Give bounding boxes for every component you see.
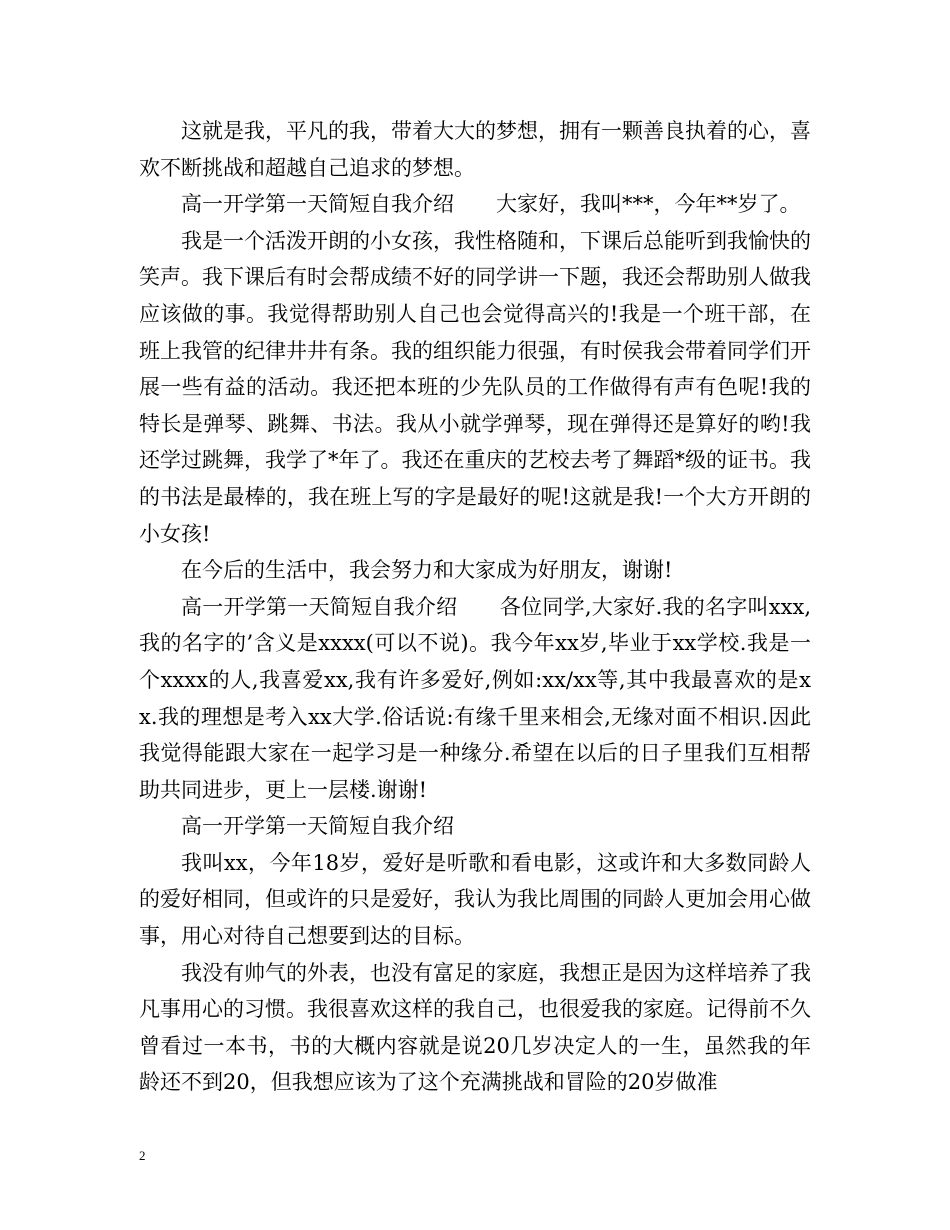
paragraph-1: 这就是我，平凡的我，带着大大的梦想，拥有一颗善良执着的心，喜欢不断挑战和超越自己追求的梦想。 — [139, 119, 811, 180]
paragraph-8: 我没有帅气的外表，也没有富足的家庭，我想正是因为这样培养了我凡事用心的习惯。我很喜欢这样的我自己，也很爱我的家庭。记得前不久曾看过一本书，书的大概内容就是说20几岁决定人的一生，虽然我的年龄还不到20，但我想应该为了这个充满挑战和冒险的20岁做准 — [139, 960, 811, 1095]
paragraph-2-heading: 高一开学第一天简短自我介绍 大家好，我叫***，今年**岁了。 — [181, 192, 801, 217]
document-body — [139, 113, 811, 1101]
paragraph-6-heading: 高一开学第一天简短自我介绍 — [181, 814, 454, 839]
paragraph-5-heading: 高一开学第一天简短自我介绍 各位同学,大家好.我的名字叫xxx,我的名字的’含义是xxxx(可以不说)。我今年xx岁,毕业于xx学校.我是一个xxxx的人,我喜爱xx,我有许多爱好,例如:xx/xx等,其中我最喜欢的是xx.我的理想是考入xx大学.俗话说:有缘千里来相会,无缘对面不相识.因此我觉得能跟大家在一起学习是一种缘分.希望在以后的日子里我们互相帮助共同进步，更上一层楼.谢谢! — [139, 594, 811, 802]
paragraph-3: 我是一个活泼开朗的小女孩，我性格随和，下课后总能听到我愉快的笑声。我下课后有时会帮成绩不好的同学讲一下题，我还会帮助别人做我应该做的事。我觉得帮助别人自己也会觉得高兴的!我是一个班干部，在班上我管的纪律井井有条。我的组织能力很强，有时侯我会带着同学们开展一些有益的活动。我还把本班的少先队员的工作做得有声有色呢!我的特长是弹琴、跳舞、书法。我从小就学弹琴，现在弹得还是算好的哟!我还学过跳舞，我学了*年了。我还在重庆的艺校去考了舞蹈*级的证书。我的书法是最棒的，我在班上写的字是最好的呢!这就是我!一个大方开朗的小女孩! — [139, 228, 811, 546]
paragraph-7: 我叫xx，今年18岁，爱好是听歌和看电影，这或许和大多数同龄人的爱好相同，但或许的只是爱好，我认为我比周围的同龄人更加会用心做事，用心对待自己想要到达的目标。 — [139, 850, 811, 949]
page-number: 2 — [139, 1148, 146, 1163]
paragraph-4: 在今后的生活中，我会努力和大家成为好朋友，谢谢! — [181, 558, 673, 583]
